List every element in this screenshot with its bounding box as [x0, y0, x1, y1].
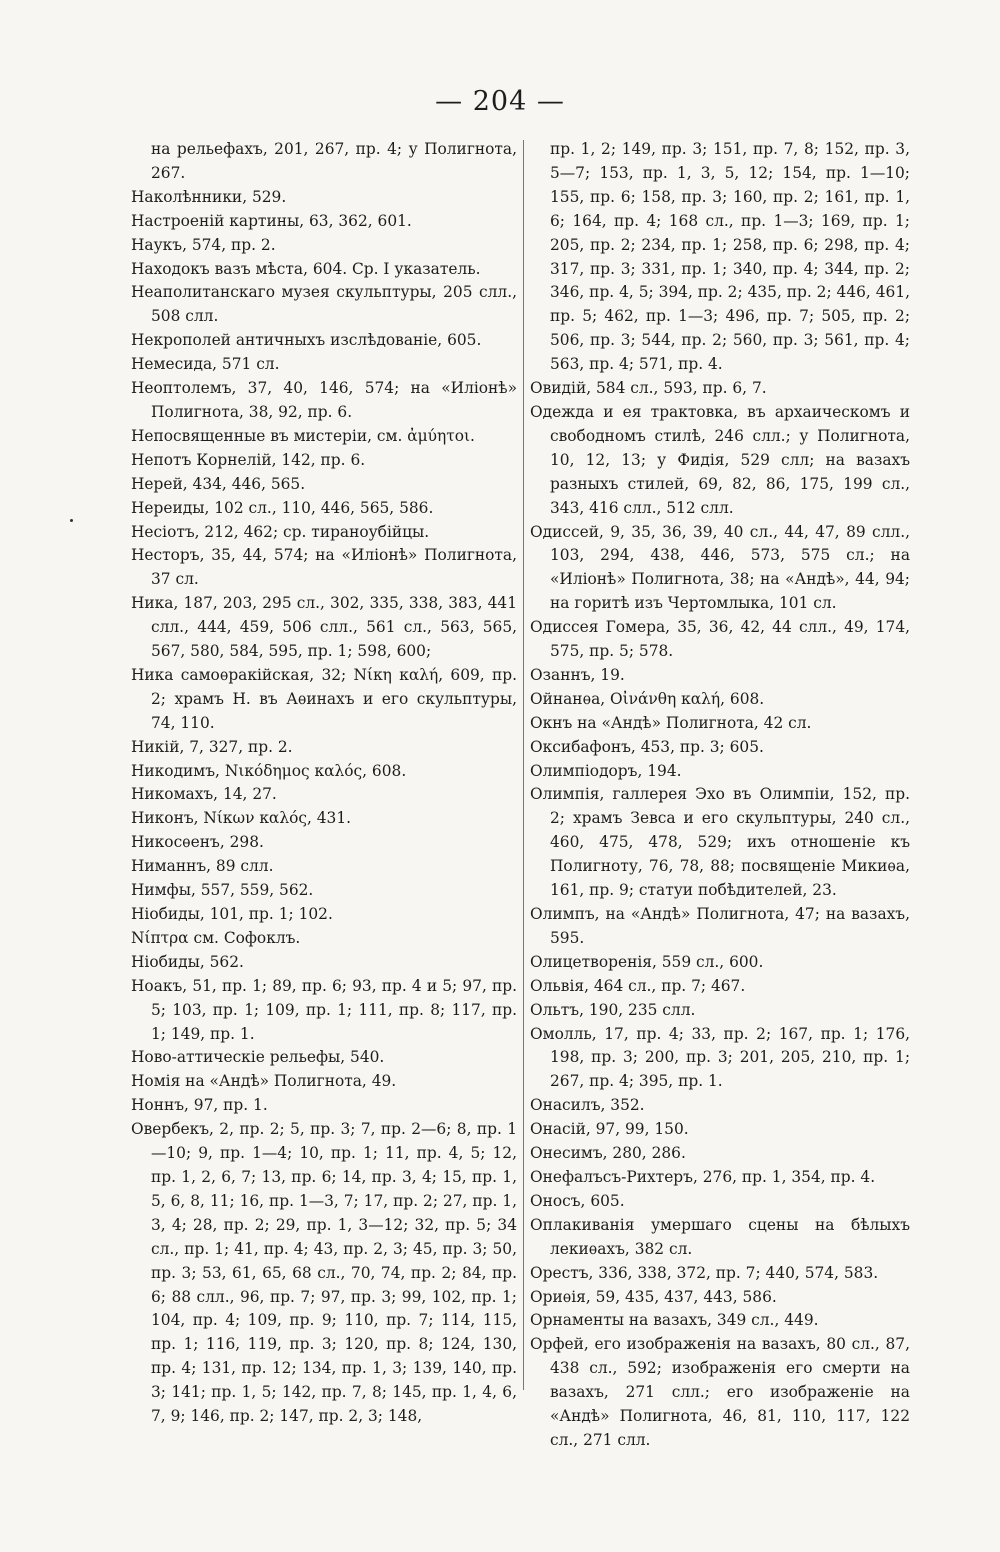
index-entry: Ноакъ, 51, пр. 1; 89, пр. 6; 93, пр. 4 и 5; 97, пр. 5; 103, пр. 1; 109, пр. 1; 111, пр. 8; 117, пр. 1; 149, пр. 1.	[131, 976, 517, 1043]
index-entry: Нерей, 434, 446, 565.	[131, 474, 306, 493]
index-entry: Находокъ вазъ мѣста, 604. Ср. I указатель.	[131, 259, 481, 278]
index-entry: Ноннъ, 97, пр. 1.	[131, 1096, 268, 1115]
index-entry: Ольтъ, 190, 235 слл.	[530, 1000, 696, 1019]
index-entry: Онесимъ, 280, 286.	[530, 1144, 686, 1163]
index-entry: Омолль, 17, пр. 4; 33, пр. 2; 167, пр. 1; 176, 198, пр. 3; 200, пр. 3; 201, 205, 210, пр. 1; 267, пр. 4; 395, пр. 1.	[530, 1024, 910, 1091]
index-entry: Ниманнъ, 89 слл.	[131, 857, 274, 876]
index-entry: Олицетворенія, 559 сл., 600.	[530, 952, 764, 971]
index-entry: на рельефахъ, 201, 267, пр. 4; у Полигнота, 267.	[151, 140, 517, 182]
index-entry: Немесида, 571 сл.	[131, 355, 280, 374]
index-entry: Овербекъ, 2, пр. 2; 5, пр. 3; 7, пр. 2—6; 8, пр. 1—10; 9, пр. 1—4; 10, пр. 1; 11, пр. 4, 5; 12, пр. 1, 2, 6, 7; 13, пр. 6; 14, пр. 3, 4; 15, пр. 1, 5, 6, 8, 11; 16, пр. 1—3, 7; 17, пр. 2; 27, пр. 1, 3, 4; 28, пр. 2; 29, пр. 1, 3—12; 32, пр. 5; 34 сл., пр. 1; 41, пр. 4; 43, пр. 2, 3; 45, пр. 3; 50, пр. 3; 53, 61, 65, 68 сл., 70, 74, пр. 2; 84, пр. 6; 88 слл., 96, пр. 7; 97, пр. 3; 99, 102, пр. 1; 104, пр. 4; 109, пр. 9; 110, пр. 7; 114, 115, пр. 1; 116, 119, пр. 3; 120, пр. 8; 124, 130, пр. 4; 131, пр. 12; 134, пр. 1, 3; 139, 140, пр. 3; 141; пр. 1, 5; 142, пр. 7, 8; 145, пр. 1, 4, 6, 7, 9; 146, пр. 2; 147, пр. 2, 3; 148,	[131, 1120, 517, 1426]
index-entry: Оносъ, 605.	[530, 1191, 625, 1210]
index-entry: Онефалъсъ-Рихтеръ, 276, пр. 1, 354, пр. 4.	[530, 1167, 876, 1186]
index-column-left	[131, 138, 517, 1429]
index-entry: Наукъ, 574, пр. 2.	[131, 235, 276, 254]
index-entry: Непотъ Корнелій, 142, пр. 6.	[131, 450, 366, 469]
index-entry: Онасій, 97, 99, 150.	[530, 1120, 689, 1139]
index-entry: Настроеній картины, 63, 362, 601.	[131, 211, 412, 230]
index-entry: Номія на «Андѣ» Полигнота, 49.	[131, 1072, 397, 1091]
index-entry: Никій, 7, 327, пр. 2.	[131, 737, 293, 756]
page-number: — 204 —	[435, 86, 565, 117]
index-entry: Орестъ, 336, 338, 372, пр. 7; 440, 574, 583.	[530, 1263, 879, 1282]
index-entry: Ника, 187, 203, 295 сл., 302, 335, 338, 383, 441 слл., 444, 459, 506 слл., 561 сл., 563, 565, 567, 580, 584, 595, пр. 1; 598, 600;	[131, 594, 517, 661]
index-entry: Нимфы, 557, 559, 562.	[131, 881, 314, 900]
index-entry: Одиссея Гомера, 35, 36, 42, 44 слл., 49, 174, 575, пр. 5; 578.	[530, 618, 910, 661]
index-entry: Окнъ на «Андѣ» Полигнота, 42 сл.	[530, 713, 812, 732]
index-entry: Никомахъ, 14, 27.	[131, 785, 277, 804]
index-entry: Олимпъ, на «Андѣ» Полигнота, 47; на вазахъ, 595.	[530, 905, 910, 947]
index-entry: Ольвія, 464 сл., пр. 7; 467.	[530, 976, 746, 995]
index-entry: Одиссей, 9, 35, 36, 39, 40 сл., 44, 47, 89 слл., 103, 294, 438, 446, 573, 575 сл.; на «Иліонѣ» Полигнота, 38; на «Андѣ», 44, 94; на горитѣ изъ Чертомлыка, 101 сл.	[530, 522, 910, 613]
index-entry: Никосѳенъ, 298.	[131, 833, 264, 852]
index-entry: Одежда и ея трактовка, въ архаическомъ и свободномъ стилѣ, 246 слл.; у Полигнота, 10, 12, 13; у Фидія, 529 слл; на вазахъ разныхъ стилей, 69, 82, 86, 175, 199 сл., 343, 416 слл., 512 слл.	[530, 402, 910, 517]
index-entry: Наколѣнники, 529.	[131, 187, 287, 206]
index-entry: Орнаменты на вазахъ, 349 сл., 449.	[530, 1311, 819, 1330]
index-column-right	[530, 138, 910, 1453]
index-entry: Некрополей античныхъ изслѣдованіе, 605.	[131, 331, 482, 350]
index-entry: Озаннъ, 19.	[530, 665, 625, 684]
index-entry: Ориѳія, 59, 435, 437, 443, 586.	[530, 1287, 777, 1306]
index-entry: Ника самоѳракійская, 32; Νίκη καλή, 609, пр. 2; храмъ Н. въ Аѳинахъ и его скульптуры, 74, 110.	[131, 665, 517, 732]
index-entry: Неаполитанскаго музея скульптуры, 205 слл., 508 слл.	[131, 283, 517, 326]
index-entry: Ново-аттическіе рельефы, 540.	[131, 1048, 385, 1067]
index-entry: Непосвященные въ мистеріи, см. ἀμύητοι.	[131, 426, 475, 445]
index-entry: Неоптолемъ, 37, 40, 146, 574; на «Иліонѣ» Полигнота, 38, 92, пр. 6.	[131, 379, 517, 421]
column-divider	[523, 140, 524, 1390]
index-entry: Νίπτρα см. Софоклъ.	[131, 928, 301, 947]
index-entry: Ніобиды, 101, пр. 1; 102.	[131, 905, 333, 923]
index-entry: Орфей, его изображенія на вазахъ, 80 сл., 87, 438 сл., 592; изображенія его смерти на вазахъ, 271 слл.; его изображеніе на «Андѣ» Полигнота, 46, 81, 110, 117, 122 сл., 271 слл.	[530, 1335, 910, 1449]
index-entry: Олимпія, галлерея Эхо въ Олимпіи, 152, пр. 2; храмъ Зевса и его скульптуры, 240 сл., 460, 475, 478, 529; ихъ отношеніе къ Полигноту, 76, 78, 88; посвященіе Микиѳа, 161, пр. 9; статуи побѣдителей, 23.	[530, 785, 910, 900]
index-entry: Овидій, 584 сл., 593, пр. 6, 7.	[530, 379, 767, 398]
index-entry: Онасилъ, 352.	[530, 1096, 645, 1115]
index-entry: Нереиды, 102 сл., 110, 446, 565, 586.	[131, 498, 434, 517]
index-entry: Оплакиванія умершаго сцены на бѣлыхъ лекиѳахъ, 382 сл.	[530, 1215, 910, 1258]
index-entry: Никодимъ, Νικόδημος καλός, 608.	[131, 761, 407, 780]
index-entry: Несторъ, 35, 44, 574; на «Иліонѣ» Полигнота, 37 сл.	[131, 546, 517, 589]
index-entry: Никонъ, Νίκων καλός, 431.	[131, 809, 352, 828]
index-entry: Олимпіодоръ, 194.	[530, 761, 682, 780]
index-entry: Оксибафонъ, 453, пр. 3; 605.	[530, 737, 764, 756]
index-entry: пр. 1, 2; 149, пр. 3; 151, пр. 7, 8; 152, пр. 3, 5—7; 153, пр. 1, 3, 5, 12; 154, пр. 1—10; 155, пр. 6; 158, пр. 3; 160, пр. 2; 161, пр. 1, 6; 164, пр. 4; 168 сл., пр. 1—3; 169, пр. 1; 205, пр. 2; 234, пр. 1; 258, пр. 6; 298, пр. 4; 317, пр. 3; 331, пр. 1; 340, пр. 4; 344, пр. 2; 346, пр. 4, 5; 394, пр. 2; 435, пр. 2; 446, 461, пр. 5; 462, пр. 1—3; 496, пр. 7; 505, пр. 2; 506, пр. 3; 544, пр. 2; 560, пр. 3; 561, пр. 4; 563, пр. 4; 571, пр. 4.	[550, 140, 910, 374]
index-entry: Ніобиды, 562.	[131, 952, 244, 971]
index-entry: Ойнанѳа, Οἰνάνθη καλή, 608.	[530, 689, 765, 708]
index-entry: Несіотъ, 212, 462; ср. тираноубійцы.	[131, 522, 430, 541]
stray-dot	[70, 519, 73, 522]
